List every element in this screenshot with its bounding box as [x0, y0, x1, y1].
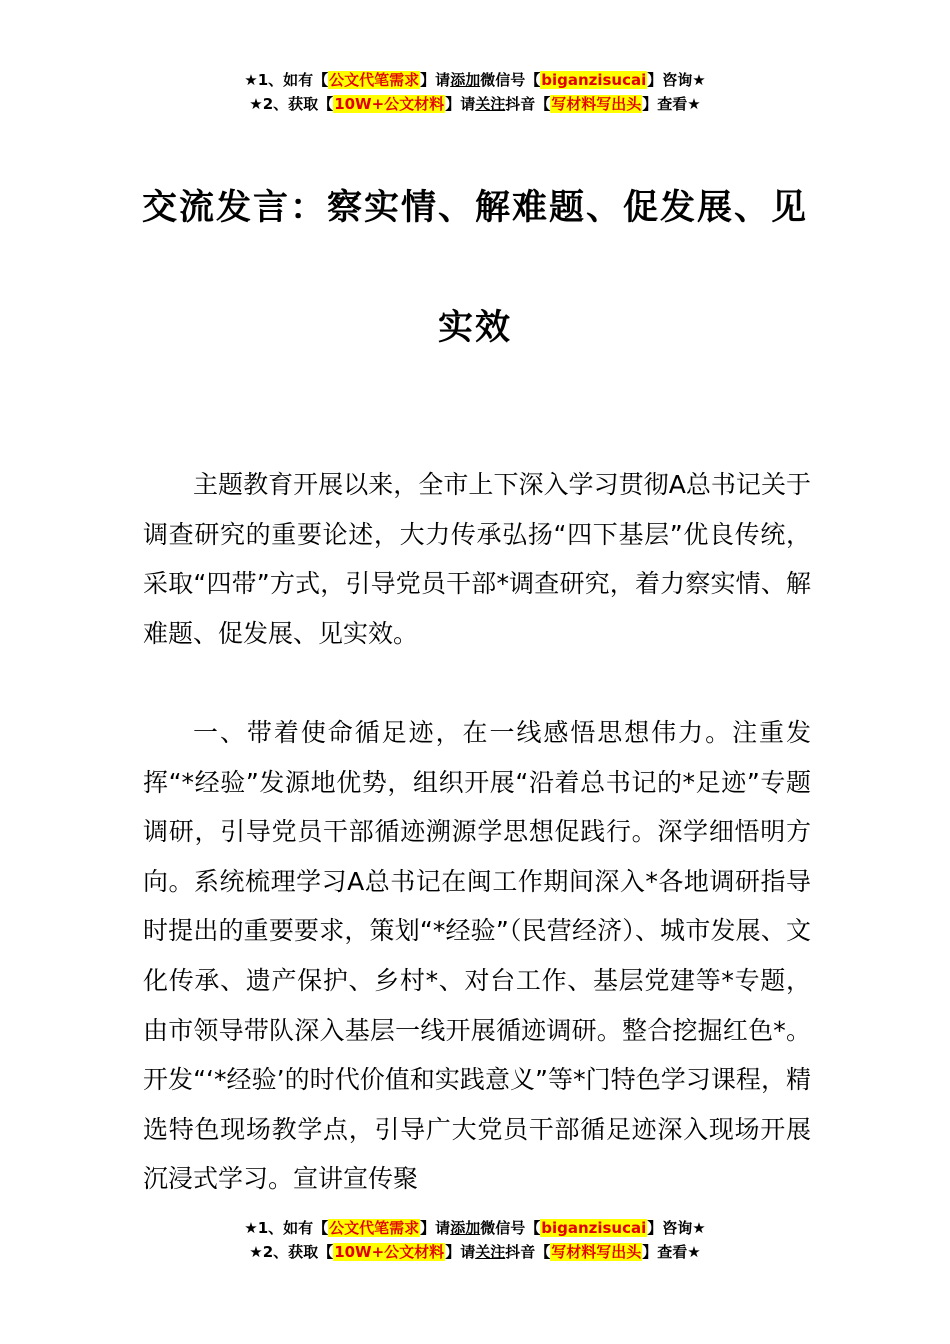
promo-wechat-id: biganzisucai — [541, 71, 647, 89]
promo-text: ★1、如有【 — [244, 71, 329, 89]
document-body — [143, 460, 811, 1204]
promo-highlight: 公文代笔需求 — [329, 1219, 420, 1237]
promo-text: 】咨询★ — [647, 71, 706, 89]
promo-line-2 — [0, 92, 950, 116]
promo-text: 】请 — [445, 1243, 476, 1261]
promo-text: ★2、获取【 — [249, 95, 334, 113]
promo-text: 】查看★ — [642, 95, 701, 113]
promo-underline: 添加 — [450, 71, 481, 89]
title-line-1: 交流发言：察实情、解难题、促发展、见 — [141, 188, 808, 228]
promo-text: ★1、如有【 — [244, 1219, 329, 1237]
promo-text: 】查看★ — [642, 1243, 701, 1261]
promo-wechat-id: biganzisucai — [541, 1219, 647, 1237]
promo-text: 】请 — [420, 1219, 451, 1237]
promo-text: 微信号【 — [480, 1219, 541, 1237]
promo-underline: 添加 — [450, 1219, 481, 1237]
promo-text: 微信号【 — [480, 71, 541, 89]
promo-line-2 — [0, 1240, 950, 1264]
promo-text: 抖音【 — [505, 95, 551, 113]
promo-text: 】请 — [420, 71, 451, 89]
promo-highlight: 10W+公文材料 — [334, 1243, 445, 1261]
paragraph-intro: 主题教育开展以来，全市上下深入学习贯彻A总书记关于调查研究的重要论述，大力传承弘扬“四下基层”优良传统，采取“四带”方式，引导党员干部*调查研究，着力察实情、解难题、促发展、见实效。 — [143, 470, 811, 648]
promo-douyin-id: 写材料写出头 — [551, 1243, 642, 1261]
promo-highlight: 公文代笔需求 — [329, 71, 420, 89]
header-promo-banner — [0, 68, 950, 116]
footer-promo-banner — [0, 1216, 950, 1264]
promo-line-1 — [0, 68, 950, 92]
title-line-2: 实效 — [437, 308, 512, 348]
promo-text: 】请 — [445, 95, 476, 113]
promo-text: 抖音【 — [505, 1243, 551, 1261]
promo-text: 】咨询★ — [647, 1219, 706, 1237]
promo-douyin-id: 写材料写出头 — [551, 95, 642, 113]
promo-highlight: 10W+公文材料 — [334, 95, 445, 113]
promo-underline: 关注 — [475, 1243, 506, 1261]
promo-underline: 关注 — [475, 95, 506, 113]
paragraph-section-1: 一、带着使命循足迹，在一线感悟思想伟力。注重发挥“*经验”发源地优势，组织开展“沿着总书记的*足迹”专题调研，引导党员干部循迹溯源学思想促践行。深学细悟明方向。系统梳理学习A总书记在闽工作期间深入*各地调研指导时提出的重要要求，策划“*经验”（民营经济）、城市发展、文化传承、遗产保护、乡村*、对台工作、基层党建等*专题，由市领导带队深入基层一线开展循迹调研。整合挖掘红色*。开发“‘*经验’的时代价值和实践意义”等*门特色学习课程，精选特色现场教学点，引导广大党员干部循足迹深入现场开展沉浸式学习。宣讲宣传聚 — [143, 717, 811, 1194]
promo-text: ★2、获取【 — [249, 1243, 334, 1261]
document-title — [120, 148, 830, 388]
promo-line-1 — [0, 1216, 950, 1240]
